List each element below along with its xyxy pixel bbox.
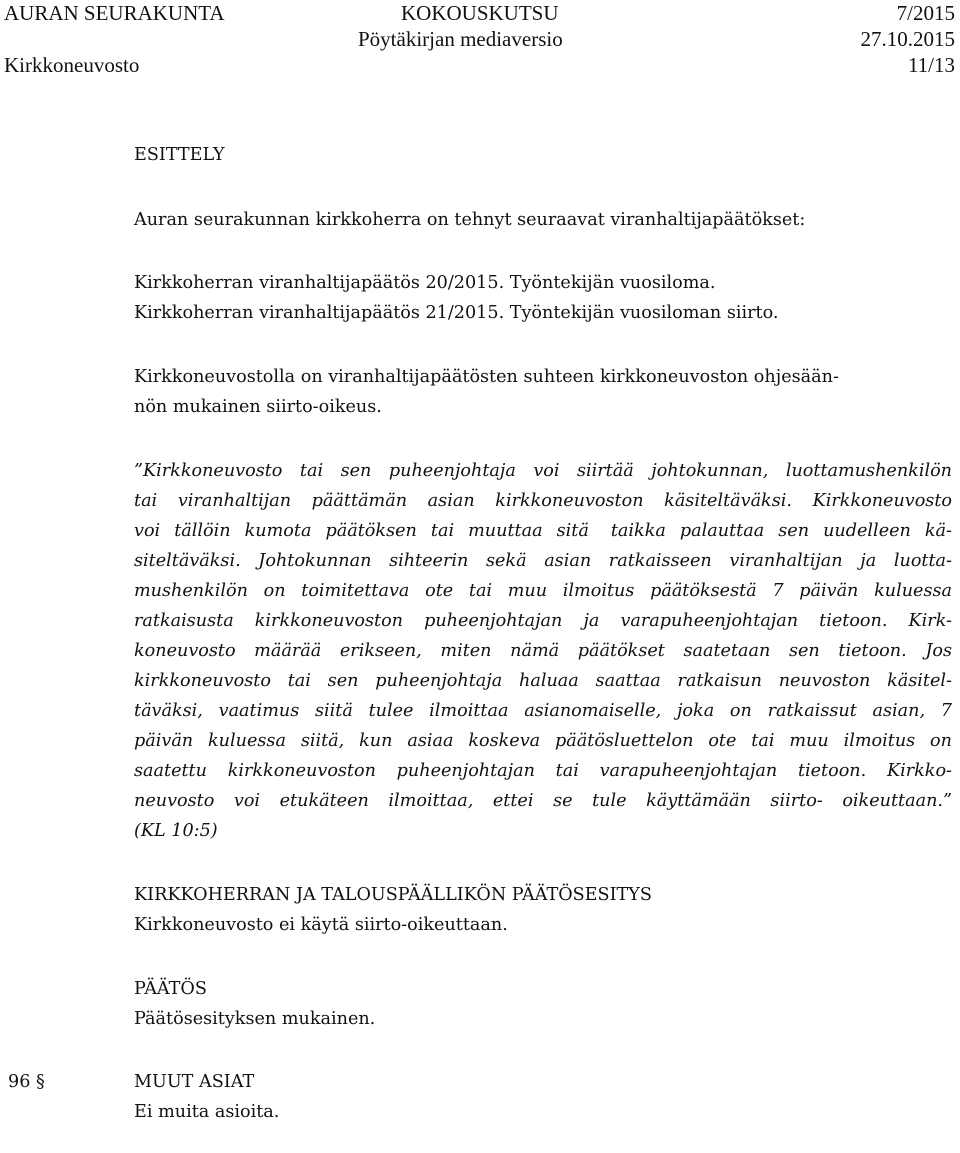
quote-line: saatettu kirkkoneuvoston puheenjohtajan tai varapuheenjohtajan tietoon. Kirkko- [134,761,952,781]
esittely-heading: ESITTELY [134,145,225,165]
quote-line: tai viranhaltijan päättämän asian kirkkoneuvoston käsiteltäväksi. Kirkkoneuvosto [134,491,952,511]
quote-line: päivän kuluessa siitä, kun asiaa koskeva päätösluettelon ote tai muu ilmoitus on [134,731,952,751]
header-body: Kirkkoneuvosto [4,53,140,77]
proposal-text: Kirkkoneuvosto ei käytä siirto-oikeuttaan. [134,915,508,935]
quote-line: siteltäväksi. Johtokunnan sihteerin sekä asian ratkaisseen viranhaltijan ja luotta- [134,551,952,571]
header-doc-number: 7/2015 [896,1,955,25]
quote-line-split [134,516,952,546]
decision-text: Päätösesityksen mukainen. [134,1009,376,1029]
quote-line-part: voi tällöin kumota päätöksen tai muuttaa sitä [134,521,589,541]
header-page-number: 11/13 [907,53,955,77]
decision-line-2: Kirkkoherran viranhaltijapäätös 21/2015. Työntekijän vuosiloman siirto. [134,303,779,323]
quote-line: koneuvosto määrää erikseen, miten nämä päätökset saatetaan sen tietoon. Jos [134,641,952,661]
quote-line-part: taikka palauttaa sen uudelleen kä- [610,521,952,541]
note-line-1: Kirkkoneuvostolla on viranhaltijapäätösten suhteen kirkkoneuvoston ohjesään- [134,367,839,387]
header-date: 27.10.2015 [860,27,955,51]
item-number: 96 § [8,1072,45,1092]
proposal-heading: KIRKKOHERRAN JA TALOUSPÄÄLLIKÖN PÄÄTÖSESITYS [134,885,652,905]
header-version: Pöytäkirjan mediaversio [358,27,563,51]
quote-line: ”Kirkkoneuvosto tai sen puheenjohtaja voi siirtää johtokunnan, luottamushenkilön [134,461,952,481]
quote-line: mushenkilön on toimitettava ote tai muu ilmoitus päätöksestä 7 päivän kuluessa [134,581,952,601]
item-heading: MUUT ASIAT [134,1072,255,1092]
item-text: Ei muita asioita. [134,1102,280,1122]
quote-line: täväksi, vaatimus siitä tulee ilmoittaa asianomaiselle, joka on ratkaissut asian, 7 [134,701,952,721]
quote-reference: (KL 10:5) [134,821,218,841]
note-line-2: nön mukainen siirto-oikeus. [134,397,382,417]
header-doc-type: KOKOUSKUTSU [401,1,559,25]
quote-line: kirkkoneuvosto tai sen puheenjohtaja haluaa saattaa ratkaisun neuvoston käsitel- [134,671,952,691]
esittely-intro: Auran seurakunnan kirkkoherra on tehnyt seuraavat viranhaltijapäätökset: [134,210,806,230]
decision-line-1: Kirkkoherran viranhaltijapäätös 20/2015. Työntekijän vuosiloma. [134,273,716,293]
header-org: AURAN SEURAKUNTA [4,1,225,25]
quote-line: neuvosto voi etukäteen ilmoittaa, ettei se tule käyttämään siirto- oikeuttaan.” [134,791,952,811]
quote-line: ratkaisusta kirkkoneuvoston puheenjohtajan ja varapuheenjohtajan tietoon. Kirk- [134,611,952,631]
decision-heading: PÄÄTÖS [134,979,207,999]
